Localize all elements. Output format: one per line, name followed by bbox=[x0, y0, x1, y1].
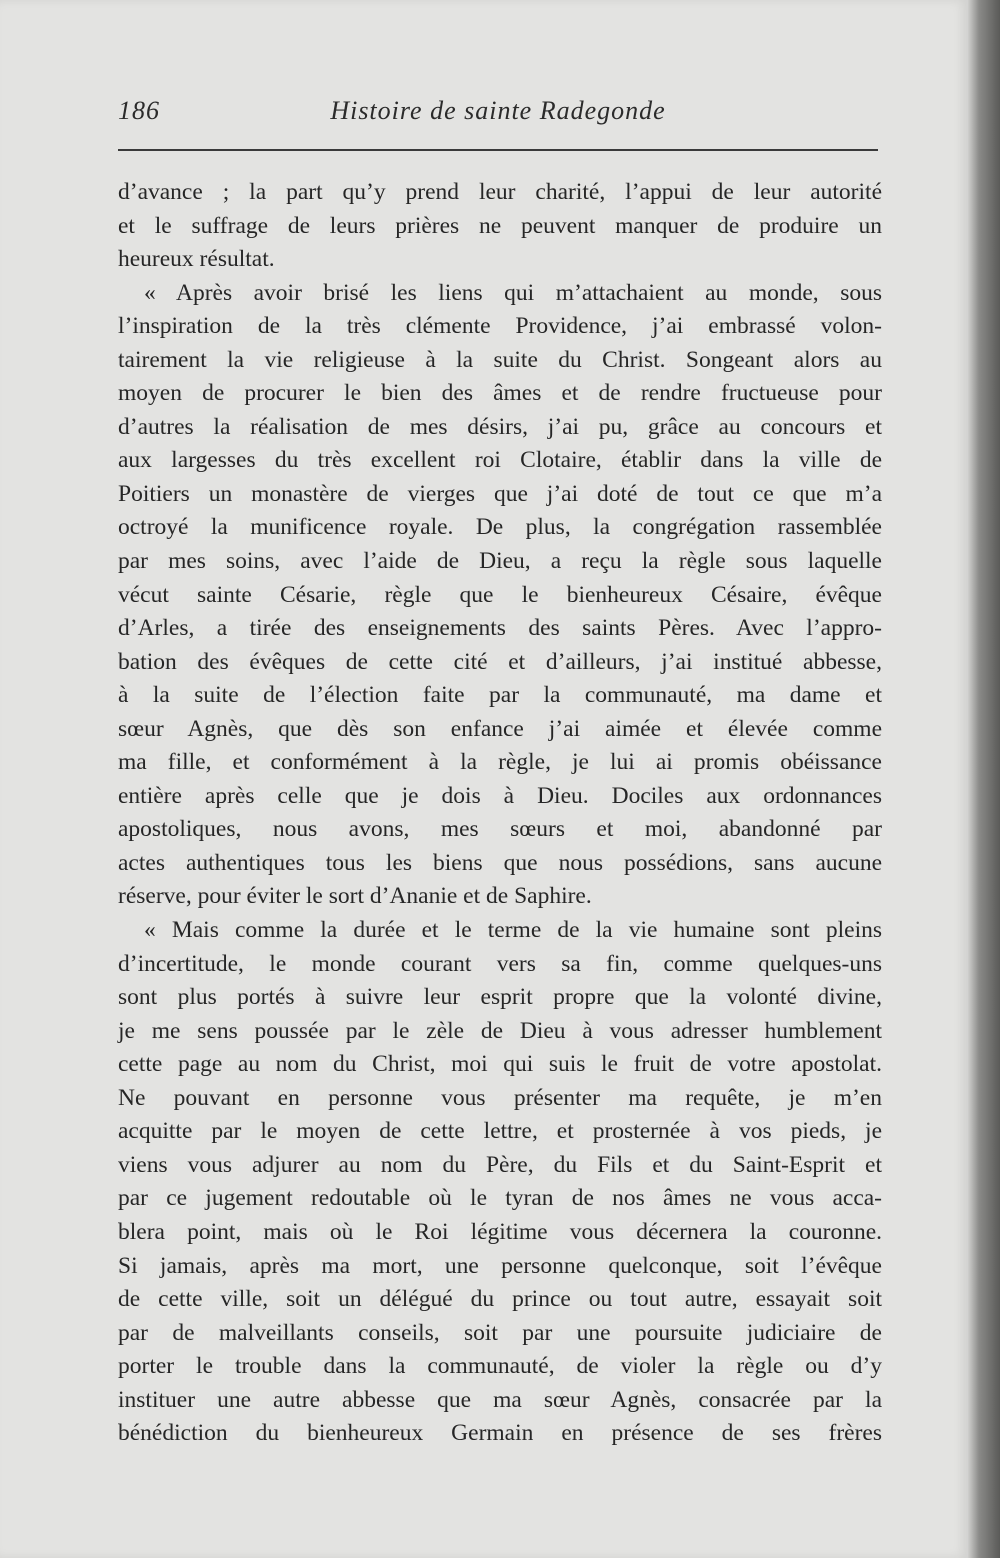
text-line: « Mais comme la durée et le terme de la vie humaine sont pleins bbox=[144, 917, 882, 944]
text-line: bation des évêques de cette cité et d’ailleurs, j’ai institué abbesse, bbox=[118, 648, 882, 675]
text-line: sœur Agnès, que dès son enfance j’ai aimée et élevée comme bbox=[118, 715, 882, 742]
text-line: et le suffrage de leurs prières ne peuvent manquer de produire un bbox=[118, 212, 882, 239]
text-line: octroyé la munificence royale. De plus, la congrégation rassemblée bbox=[118, 514, 882, 541]
text-line: l’inspiration de la très clémente Providence, j’ai embrassé volon- bbox=[118, 313, 882, 340]
text-line: apostoliques, nous avons, mes sœurs et moi, abandonné par bbox=[118, 816, 882, 843]
text-line: porter le trouble dans la communauté, de violer la règle ou d’y bbox=[118, 1353, 882, 1380]
text-line: actes authentiques tous les biens que nous possédions, sans aucune bbox=[118, 849, 882, 876]
text-line: acquitte par le moyen de cette lettre, et prosternée à vos pieds, je bbox=[118, 1118, 882, 1145]
text-line: par de malveillants conseils, soit par une poursuite judiciaire de bbox=[118, 1319, 882, 1346]
text-line: blera point, mais où le Roi légitime vous décernera la couronne. bbox=[118, 1218, 882, 1245]
text-line: aux largesses du très excellent roi Clotaire, établir dans la ville de bbox=[118, 447, 882, 474]
text-line: cette page au nom du Christ, moi qui suis le fruit de votre apostolat. bbox=[118, 1051, 882, 1078]
text-line: Poitiers un monastère de vierges que j’ai doté de tout ce que m’a bbox=[118, 480, 882, 507]
text-line: sont plus portés à suivre leur esprit propre que la volonté divine, bbox=[118, 984, 882, 1011]
text-line: d’Arles, a tirée des enseignements des saints Pères. Avec l’appro- bbox=[118, 615, 882, 642]
text-line: bénédiction du bienheureux Germain en présence de ses frères bbox=[118, 1420, 882, 1447]
body-text bbox=[118, 176, 882, 1451]
text-line: instituer une autre abbesse que ma sœur Agnès, consacrée par la bbox=[118, 1386, 882, 1413]
text-line: réserve, pour éviter le sort d’Ananie et de Saphire. bbox=[118, 883, 592, 910]
text-line: par ce jugement redoutable où le tyran de nos âmes ne vous acca- bbox=[118, 1185, 882, 1212]
running-title: Histoire de sainte Radegonde bbox=[330, 96, 666, 125]
text-line: vécut sainte Césarie, règle que le bienheureux Césaire, évêque bbox=[118, 581, 882, 608]
text-line: Si jamais, après ma mort, une personne quelconque, soit l’évêque bbox=[118, 1252, 882, 1279]
text-line: Ne pouvant en personne vous présenter ma requête, je m’en bbox=[118, 1084, 882, 1111]
header-rule bbox=[118, 149, 878, 151]
text-line: d’avance ; la part qu’y prend leur charité, l’appui de leur autorité bbox=[118, 179, 882, 205]
text-line: heureux résultat. bbox=[118, 246, 275, 273]
text-line: d’autres la réalisation de mes désirs, j’ai pu, grâce au concours et bbox=[118, 413, 882, 440]
text-line: à la suite de l’élection faite par la communauté, ma dame et bbox=[118, 682, 882, 709]
page-number: 186 bbox=[118, 96, 160, 125]
text-line: entière après celle que je dois à Dieu. Dociles aux ordonnances bbox=[118, 782, 882, 809]
text-line: ma fille, et conformément à la règle, je lui ai promis obéissance bbox=[118, 749, 882, 776]
running-header bbox=[118, 96, 878, 136]
text-line: par mes soins, avec l’aide de Dieu, a reçu la règle sous laquelle bbox=[118, 548, 882, 575]
text-line: tairement la vie religieuse à la suite du Christ. Songeant alors au bbox=[118, 346, 882, 373]
text-line: viens vous adjurer au nom du Père, du Fils et du Saint-Esprit et bbox=[118, 1151, 882, 1178]
page-edge-shadow bbox=[968, 0, 1000, 1558]
text-line: « Après avoir brisé les liens qui m’attachaient au monde, sous bbox=[144, 279, 882, 306]
text-line: je me sens poussée par le zèle de Dieu à vous adresser humblement bbox=[118, 1017, 882, 1044]
text-line: moyen de procurer le bien des âmes et de rendre fructueuse pour bbox=[118, 380, 882, 407]
text-line: d’incertitude, le monde courant vers sa fin, comme quelques-uns bbox=[118, 950, 882, 977]
text-line: de cette ville, soit un délégué du prince ou tout autre, essayait soit bbox=[118, 1286, 882, 1313]
